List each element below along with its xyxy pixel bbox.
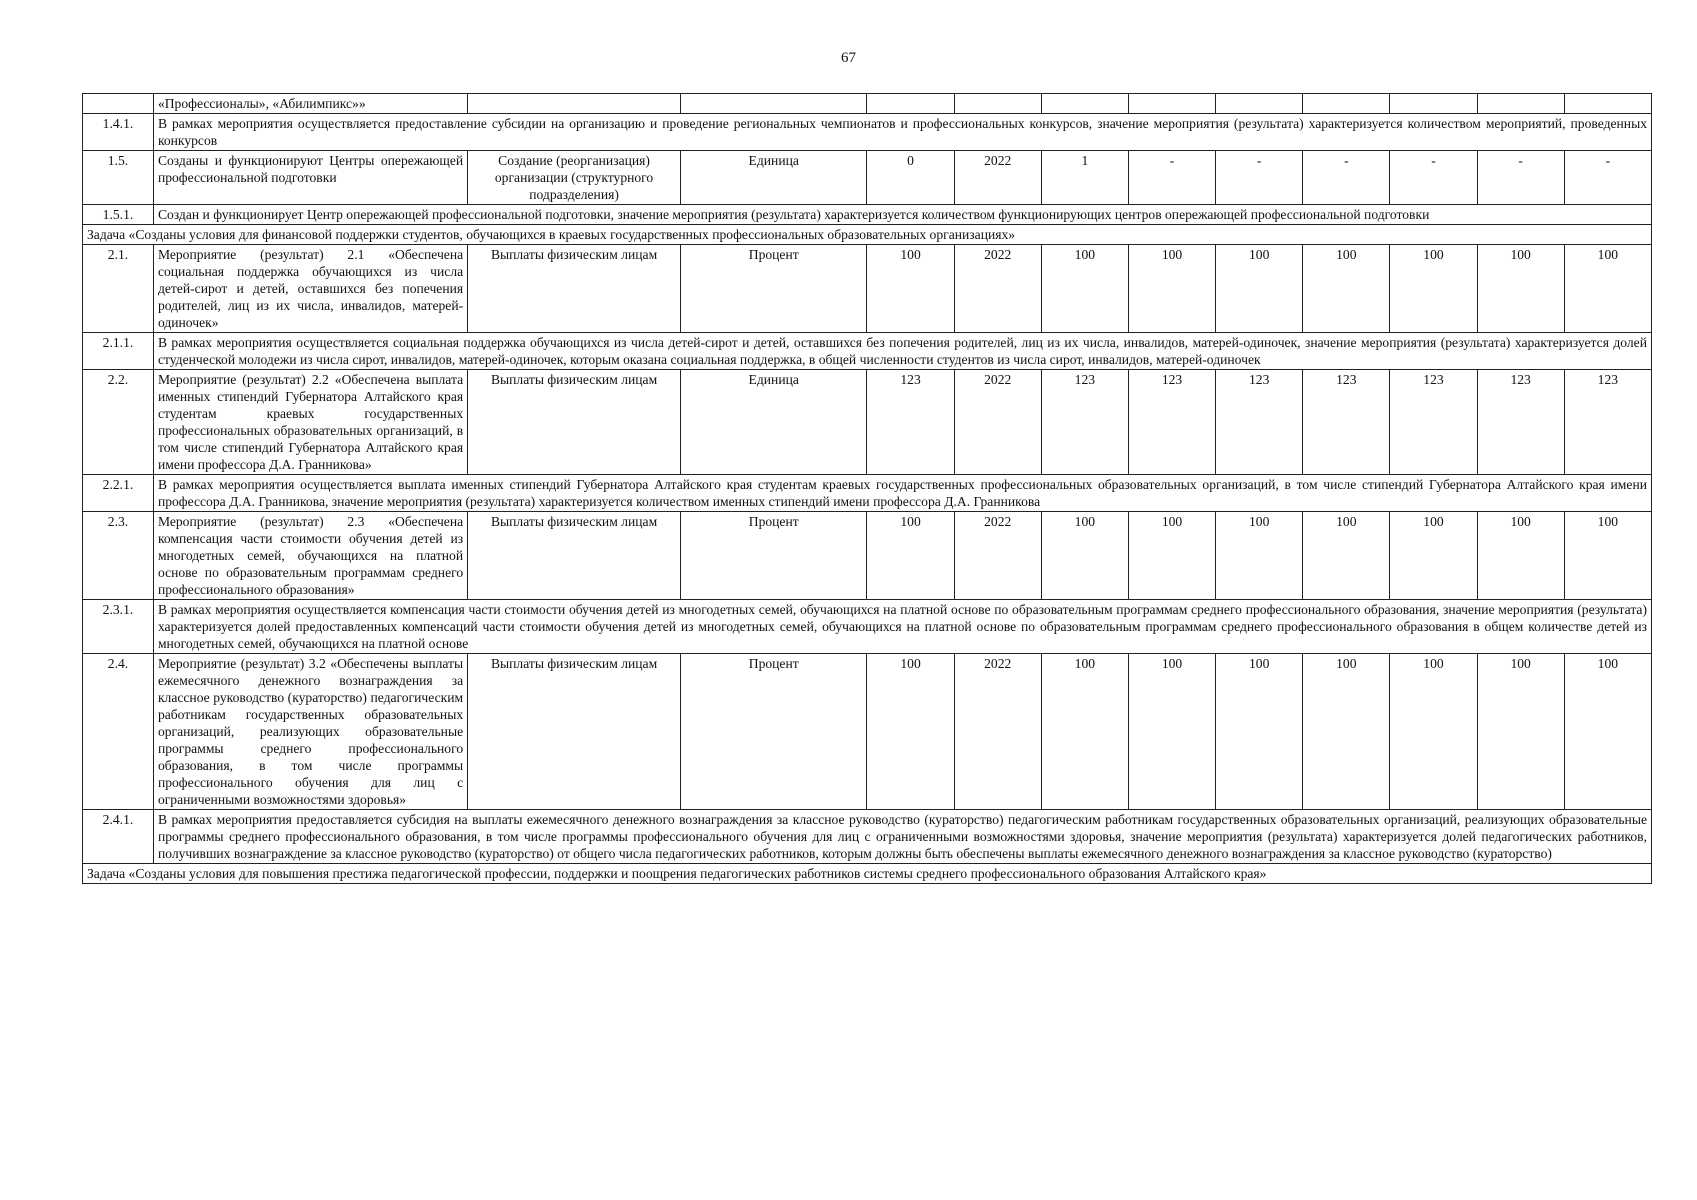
table-row xyxy=(83,333,1652,370)
base-value-cell: 0 xyxy=(867,151,954,205)
base-value-cell: 100 xyxy=(867,654,954,810)
year-value-cell: - xyxy=(1216,151,1303,205)
table-row xyxy=(83,114,1652,151)
year-value-cell: 123 xyxy=(1216,370,1303,475)
empty-cell xyxy=(954,94,1041,114)
year-value-cell: 100 xyxy=(1390,654,1477,810)
row-number-cell xyxy=(83,94,154,114)
activity-name-cell: Созданы и функционируют Центры опережающей профессиональной подготовки xyxy=(153,151,467,205)
year-value-cell: 100 xyxy=(1564,512,1651,600)
empty-cell xyxy=(468,94,681,114)
unit-cell: Единица xyxy=(680,151,866,205)
base-value-cell: 123 xyxy=(867,370,954,475)
year-value-cell: 100 xyxy=(1041,512,1128,600)
activity-description-cell: В рамках мероприятия осуществляется социальная поддержка обучающихся из числа детей-сирот и детей, оставшихся без попечения родителей, лиц из их числа, инвалидов, матерей-одиночек, значение мероприятия (результата) характеризуется долей студенческой молодежи из числа сирот, инвалидов, матерей-одиночек, которым оказана социальная поддержка, в общей численности студентов из числа сирот, инвалидов, матерей-одиночек xyxy=(153,333,1651,370)
year-value-cell: 100 xyxy=(1477,245,1564,333)
year-value-cell: 100 xyxy=(1477,654,1564,810)
row-number-cell: 2.3.1. xyxy=(83,600,154,654)
activity-type-cell: Выплаты физическим лицам xyxy=(468,512,681,600)
year-value-cell: 123 xyxy=(1128,370,1215,475)
year-value-cell: 123 xyxy=(1303,370,1390,475)
task-heading-cell: Задача «Созданы условия для финансовой поддержки студентов, обучающихся в краевых государственных профессиональных образовательных организациях» xyxy=(83,225,1652,245)
activity-name-cell: Мероприятие (результат) 2.1 «Обеспечена социальная поддержка обучающихся из числа детей-сирот и детей, оставшихся без попечения родителей, лиц из их числа, инвалидов, матерей-одиночек» xyxy=(153,245,467,333)
row-number-cell: 2.1.1. xyxy=(83,333,154,370)
row-number-cell: 1.4.1. xyxy=(83,114,154,151)
activity-name-cell: «Профессионалы», «Абилимпикс»» xyxy=(153,94,467,114)
year-value-cell: 100 xyxy=(1303,245,1390,333)
year-value-cell: 100 xyxy=(1216,245,1303,333)
row-number-cell: 2.1. xyxy=(83,245,154,333)
empty-cell xyxy=(680,94,866,114)
activity-type-cell: Выплаты физическим лицам xyxy=(468,654,681,810)
activity-name-cell: Мероприятие (результат) 3.2 «Обеспечены выплаты ежемесячного денежного вознаграждения за классное руководство (кураторство) педагогическим работникам государственных образовательных организаций, реализующих образовательные программы среднего профессионального образования, в том числе программы профессионального обучения для лиц с ограниченными возможностями здоровья» xyxy=(153,654,467,810)
empty-cell xyxy=(1303,94,1390,114)
base-year-cell: 2022 xyxy=(954,151,1041,205)
activity-description-cell: В рамках мероприятия предоставляется субсидия на выплаты ежемесячного денежного вознаграждения за классное руководство (кураторство) педагогическим работникам государственных образовательных организаций, реализующих образовательные программы среднего профессионального образования, в том числе программы профессионального обучения для лиц с ограниченными возможностями здоровья, значение мероприятия (результата) характеризуется долей педагогических работников, получивших вознаграждение за классное руководство (кураторство) от общего числа педагогических работников, которым должны быть обеспечены выплаты ежемесячного денежного вознаграждения за классное руководство (кураторство) xyxy=(153,810,1651,864)
year-value-cell: 100 xyxy=(1128,245,1215,333)
empty-cell xyxy=(1390,94,1477,114)
base-year-cell: 2022 xyxy=(954,654,1041,810)
table-body xyxy=(83,94,1652,884)
year-value-cell: 100 xyxy=(1390,512,1477,600)
year-value-cell: 100 xyxy=(1390,245,1477,333)
row-number-cell: 2.4. xyxy=(83,654,154,810)
year-value-cell: 100 xyxy=(1564,245,1651,333)
row-number-cell: 1.5.1. xyxy=(83,205,154,225)
empty-cell xyxy=(1564,94,1651,114)
year-value-cell: 123 xyxy=(1041,370,1128,475)
table-row xyxy=(83,225,1652,245)
year-value-cell: - xyxy=(1564,151,1651,205)
empty-cell xyxy=(1216,94,1303,114)
table-row xyxy=(83,654,1652,810)
row-number-cell: 2.3. xyxy=(83,512,154,600)
base-year-cell: 2022 xyxy=(954,512,1041,600)
table-row xyxy=(83,94,1652,114)
base-year-cell: 2022 xyxy=(954,370,1041,475)
activity-name-cell: Мероприятие (результат) 2.2 «Обеспечена выплата именных стипендий Губернатора Алтайского края студентам краевых государственных профессиональных образовательных организаций, в том числе стипендий Губернатора Алтайского края имени профессора Д.А. Гранникова» xyxy=(153,370,467,475)
row-number-cell: 1.5. xyxy=(83,151,154,205)
year-value-cell: 1 xyxy=(1041,151,1128,205)
base-value-cell: 100 xyxy=(867,512,954,600)
table-row xyxy=(83,864,1652,884)
year-value-cell: 100 xyxy=(1216,512,1303,600)
year-value-cell: 123 xyxy=(1477,370,1564,475)
table-row xyxy=(83,205,1652,225)
year-value-cell: - xyxy=(1477,151,1564,205)
activity-type-cell: Выплаты физическим лицам xyxy=(468,370,681,475)
year-value-cell: 100 xyxy=(1303,654,1390,810)
activity-description-cell: В рамках мероприятия осуществляется предоставление субсидии на организацию и проведение региональных чемпионатов и профессиональных конкурсов, значение мероприятия (результата) характеризуется количеством мероприятий, проведенных конкурсов xyxy=(153,114,1651,151)
empty-cell xyxy=(1477,94,1564,114)
unit-cell: Процент xyxy=(680,245,866,333)
program-table xyxy=(82,93,1652,884)
base-year-cell: 2022 xyxy=(954,245,1041,333)
year-value-cell: 100 xyxy=(1216,654,1303,810)
activity-description-cell: В рамках мероприятия осуществляется выплата именных стипендий Губернатора Алтайского края студентам краевых государственных профессиональных образовательных организаций, в том числе стипендий Губернатора Алтайского края имени профессора Д.А. Гранникова, значение мероприятия (результата) характеризуется количеством именных стипендий имени профессора Д.А. Гранникова xyxy=(153,475,1651,512)
year-value-cell: - xyxy=(1303,151,1390,205)
year-value-cell: 100 xyxy=(1041,245,1128,333)
unit-cell: Процент xyxy=(680,654,866,810)
year-value-cell: 123 xyxy=(1564,370,1651,475)
year-value-cell: 100 xyxy=(1564,654,1651,810)
year-value-cell: 100 xyxy=(1477,512,1564,600)
unit-cell: Единица xyxy=(680,370,866,475)
table-row xyxy=(83,600,1652,654)
row-number-cell: 2.2. xyxy=(83,370,154,475)
table-row xyxy=(83,370,1652,475)
activity-type-cell: Выплаты физическим лицам xyxy=(468,245,681,333)
table-row xyxy=(83,810,1652,864)
year-value-cell: - xyxy=(1128,151,1215,205)
row-number-cell: 2.2.1. xyxy=(83,475,154,512)
table-row xyxy=(83,512,1652,600)
year-value-cell: 100 xyxy=(1128,512,1215,600)
page-number: 67 xyxy=(841,50,856,66)
empty-cell xyxy=(1041,94,1128,114)
activity-description-cell: В рамках мероприятия осуществляется компенсация части стоимости обучения детей из многодетных семей, обучающихся на платной основе по образовательным программам среднего профессионального образования, значение мероприятия (результата) характеризуется долей предоставленных компенсаций части стоимости обучения детей из многодетных семей, обучающихся на платной основе по образовательным программам среднего профессионального образования в общем количестве детей из многодетных семей, обучающихся на платной основе xyxy=(153,600,1651,654)
year-value-cell: - xyxy=(1390,151,1477,205)
year-value-cell: 100 xyxy=(1303,512,1390,600)
task-heading-cell: Задача «Созданы условия для повышения престижа педагогической профессии, поддержки и поощрения педагогических работников системы среднего профессионального образования Алтайского края» xyxy=(83,864,1652,884)
table-row xyxy=(83,151,1652,205)
row-number-cell: 2.4.1. xyxy=(83,810,154,864)
activity-type-cell: Создание (реорганизация) организации (структурного подразделения) xyxy=(468,151,681,205)
unit-cell: Процент xyxy=(680,512,866,600)
base-value-cell: 100 xyxy=(867,245,954,333)
table-row xyxy=(83,245,1652,333)
year-value-cell: 100 xyxy=(1128,654,1215,810)
empty-cell xyxy=(867,94,954,114)
year-value-cell: 100 xyxy=(1041,654,1128,810)
year-value-cell: 123 xyxy=(1390,370,1477,475)
activity-name-cell: Мероприятие (результат) 2.3 «Обеспечена компенсация части стоимости обучения детей из многодетных семей, обучающихся на платной основе по образовательным программам среднего профессионального образования» xyxy=(153,512,467,600)
empty-cell xyxy=(1128,94,1215,114)
activity-description-cell: Создан и функционирует Центр опережающей профессиональной подготовки, значение мероприятия (результата) характеризуется количеством функционирующих центров опережающей профессиональной подготовки xyxy=(153,205,1651,225)
table-row xyxy=(83,475,1652,512)
